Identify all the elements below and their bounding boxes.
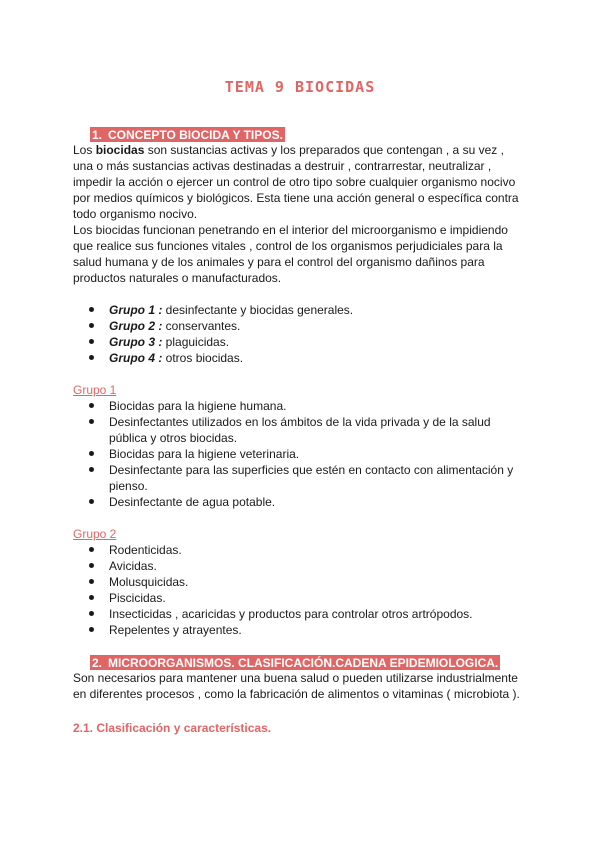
list-item <box>73 494 513 510</box>
list-item <box>73 302 353 318</box>
grupo-2-list <box>73 542 473 638</box>
group-key: Grupo 2 : <box>109 319 163 333</box>
list-item <box>73 350 353 366</box>
bullet-icon <box>89 403 94 408</box>
section-1-title: CONCEPTO BIOCIDA Y TIPOS. <box>108 128 283 142</box>
bullet-icon <box>89 419 94 424</box>
paragraph-text: son sustancias activas y los preparados que contengan , a su vez , <box>144 143 504 157</box>
list-item-text: Repelentes y atrayentes. <box>109 623 242 637</box>
list-item <box>73 414 513 430</box>
list-item <box>73 622 473 638</box>
list-item-text: Insecticidas , acaricidas y productos para controlar otros artrópodos. <box>109 607 473 621</box>
paragraph-line: productos naturales o manufacturados. <box>73 271 282 285</box>
group-key: Grupo 4 : <box>109 351 163 365</box>
section-1-paragraph-2 <box>73 222 533 286</box>
list-item <box>73 318 353 334</box>
group-text: conservantes. <box>162 319 241 333</box>
list-item-text: pública y otros biocidas. <box>109 431 238 445</box>
grupo-2-heading: Grupo 2 <box>73 527 117 541</box>
bullet-icon <box>89 579 94 584</box>
list-item <box>73 558 473 574</box>
section-1-heading <box>90 127 285 142</box>
list-item <box>73 590 473 606</box>
list-item <box>73 574 473 590</box>
bullet-icon <box>89 339 94 344</box>
section-2-number: 2. <box>92 656 103 670</box>
list-item <box>73 542 473 558</box>
group-text: desinfectante y biocidas generales. <box>162 303 354 317</box>
paragraph-lead: Los <box>73 143 96 157</box>
group-text: otros biocidas. <box>162 351 244 365</box>
section-2-title: MICROORGANISMOS. CLASIFICACIÓN.CADENA EPIDEMIOLOGICA. <box>108 656 499 670</box>
group-key: Grupo 3 : <box>109 335 163 349</box>
term-biocidas: biocidas <box>95 143 145 157</box>
paragraph-line: salud humana y de los animales y para el control del organismo dañinos para <box>73 255 485 269</box>
bullet-icon <box>89 627 94 632</box>
paragraph-line: en diferentes procesos , como la fabricación de alimentos o vitaminas ( microbiota ). <box>73 687 520 701</box>
grupo-1-list <box>73 398 513 510</box>
bullet-icon <box>89 467 94 472</box>
list-item-text: Desinfectante para las superficies que estén en contacto con alimentación y <box>109 463 514 477</box>
paragraph-line: por medios químicos y biológicos. Esta tiene una acción general o específica contra <box>73 191 519 205</box>
subsection-2-1-heading: 2.1. Clasificación y características. <box>73 721 272 735</box>
paragraph-line: Son necesarios para mantener una buena salud o pueden utilizarse industrialmente <box>73 671 518 685</box>
bullet-icon <box>89 595 94 600</box>
bullet-icon <box>89 611 94 616</box>
paragraph-line: una o más sustancias activas destinadas a destruir , contrarrestar, neutralizar , <box>73 159 492 173</box>
list-item <box>73 446 513 462</box>
bullet-icon <box>89 307 94 312</box>
list-item-text: Desinfectantes utilizados en los ámbitos de la vida privada y de la salud <box>109 415 491 429</box>
grupo-1-heading: Grupo 1 <box>73 383 117 397</box>
list-item <box>73 334 353 350</box>
list-item <box>73 606 473 622</box>
paragraph-line: Los biocidas funcionan penetrando en el interior del microorganismo e impidiendo <box>73 223 508 237</box>
group-text: plaguicidas. <box>162 335 230 349</box>
list-item-text: Molusquicidas. <box>109 575 189 589</box>
bullet-icon <box>89 563 94 568</box>
section-1-paragraph-1 <box>73 142 533 222</box>
list-item <box>73 462 513 478</box>
paragraph-line: impedir la acción o ejercer un control de otro tipo sobre cualquier organismo nocivo <box>73 175 516 189</box>
section-1-number: 1. <box>92 128 103 142</box>
list-item-text: Biocidas para la higiene humana. <box>109 399 287 413</box>
list-item-text: Biocidas para la higiene veterinaria. <box>109 447 300 461</box>
bullet-icon <box>89 499 94 504</box>
bullet-icon <box>89 547 94 552</box>
list-item-text: pienso. <box>109 479 148 493</box>
list-item-continuation <box>73 430 513 446</box>
bullet-icon <box>89 323 94 328</box>
paragraph-line: todo organismo nocivo. <box>73 207 198 221</box>
document-title: TEMA 9 BIOCIDAS <box>224 78 376 96</box>
groups-list <box>73 302 353 366</box>
list-item <box>73 398 513 414</box>
section-2-paragraph-1 <box>73 670 533 702</box>
paragraph-line: que realice sus funciones vitales , control de los organismos perjudiciales para la <box>73 239 503 253</box>
list-item-text: Piscicidas. <box>109 591 166 605</box>
list-item-continuation <box>73 478 513 494</box>
paragraph-line <box>73 142 533 158</box>
section-2-heading <box>90 655 500 670</box>
list-item-text: Rodenticidas. <box>109 543 182 557</box>
bullet-icon <box>89 355 94 360</box>
list-item-text: Avicidas. <box>109 559 157 573</box>
group-key: Grupo 1 : <box>109 303 163 317</box>
list-item-text: Desinfectante de agua potable. <box>109 495 276 509</box>
bullet-icon <box>89 451 94 456</box>
